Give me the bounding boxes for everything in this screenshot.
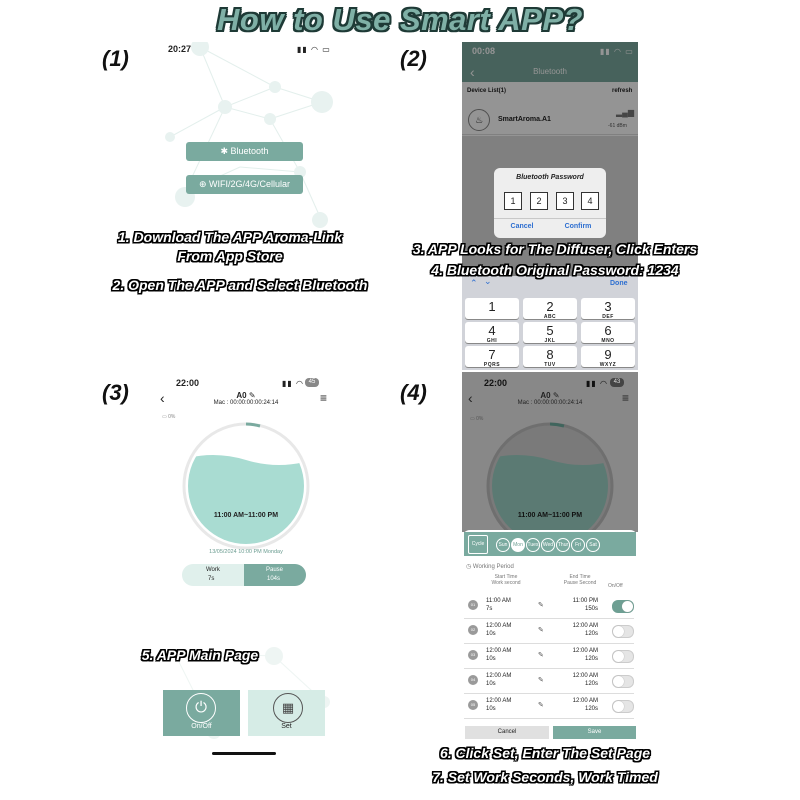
header-start xyxy=(486,574,526,586)
set-panel xyxy=(462,530,638,744)
device-mac: Mac : 00:00:00:00:24:14 xyxy=(517,400,583,406)
cycle-bar xyxy=(464,532,636,556)
status-icons: ▮▮ ◠ xyxy=(586,379,609,388)
day-toggle-tues[interactable]: Tues xyxy=(526,538,540,552)
schedule-range: 11:00 AM~11:00 PM xyxy=(213,512,279,519)
device-name: SmartAroma.A1 xyxy=(498,116,551,123)
row-number-badge: 03 xyxy=(468,650,478,660)
device-mac: Mac : 00:00:00:00:24:14 xyxy=(213,400,279,406)
status-icons: ▮▮ ◠ xyxy=(282,379,305,388)
pin-digit-2[interactable]: 2 xyxy=(530,192,548,210)
set-label: Set xyxy=(281,723,292,730)
keypad-digit: 2 xyxy=(546,299,554,314)
keypad-digit: 3 xyxy=(604,299,612,314)
keypad-letters: TUV xyxy=(544,362,556,368)
dialog-cancel-button[interactable]: Cancel xyxy=(510,223,534,230)
caption-1a: 1. Download The APP Aroma-Link xyxy=(117,229,343,245)
battery-icon: ▭ xyxy=(162,414,167,420)
keypad-key[interactable] xyxy=(523,322,577,343)
row-work-second[interactable]: 10s xyxy=(486,681,496,687)
schedule-row[interactable] xyxy=(464,669,634,694)
battery-icon: ▭ xyxy=(470,416,475,422)
pin-digit-4[interactable]: 4 xyxy=(581,192,599,210)
edit-name-icon[interactable]: ✎ xyxy=(552,391,560,400)
bluetooth-icon: ✱ xyxy=(220,146,228,156)
schedule-row[interactable] xyxy=(464,619,634,644)
working-period-title xyxy=(466,563,514,570)
numeric-keyboard xyxy=(462,276,638,370)
row-number-badge: 05 xyxy=(468,700,478,710)
battery-level xyxy=(470,416,483,422)
header-onoff: On/Off xyxy=(608,583,623,589)
edit-name-icon[interactable]: ✎ xyxy=(248,391,256,400)
keypad-letters: DEF xyxy=(602,314,614,320)
screen4-phone xyxy=(462,372,638,744)
page-title: How to Use Smart APP? xyxy=(217,2,583,37)
battery-percent: 0% xyxy=(168,414,176,420)
row-work-second[interactable]: 7s xyxy=(486,606,493,612)
back-icon[interactable]: ‹ xyxy=(468,390,473,406)
row-pause-second[interactable]: 150s xyxy=(584,606,598,612)
wifi-cellular-button[interactable] xyxy=(186,175,303,194)
row-end-time[interactable]: 12:00 AM xyxy=(572,623,598,629)
keypad-key[interactable] xyxy=(581,322,635,343)
menu-icon[interactable]: ≡ xyxy=(320,391,328,405)
prev-field-icon[interactable]: ⌃ xyxy=(470,278,478,288)
keypad-key[interactable] xyxy=(523,346,577,367)
row-start-time[interactable]: 12:00 AM xyxy=(486,623,512,629)
header-work-second: Work second xyxy=(491,580,521,586)
status-time: 22:00 xyxy=(484,378,508,388)
row-work-second[interactable]: 10s xyxy=(486,656,496,662)
save-button[interactable]: Save xyxy=(553,726,636,739)
dialog-divider xyxy=(494,218,606,219)
cycle-button[interactable]: Cycle xyxy=(468,535,488,554)
set-grid-icon: ▦ xyxy=(273,693,303,723)
keypad-letters: MNO xyxy=(601,338,615,344)
work-label: Work xyxy=(206,567,220,573)
caption-1b: From App Store xyxy=(177,248,283,264)
toggle-knob xyxy=(613,676,624,687)
day-toggle-wed[interactable]: Wed xyxy=(541,538,555,552)
keypad-letters: JKL xyxy=(544,338,556,344)
device-title xyxy=(462,391,638,400)
schedule-row[interactable] xyxy=(464,594,634,619)
battery-percent: 0% xyxy=(476,416,484,422)
screen2-phone xyxy=(462,42,638,370)
toggle-knob xyxy=(613,701,624,712)
row-end-time[interactable]: 12:00 AM xyxy=(572,673,598,679)
device-list-label: Device List(1) xyxy=(467,88,507,94)
keypad-letters: ABC xyxy=(543,314,557,320)
device-name: A0 xyxy=(236,391,247,400)
current-datetime: 13/05/2024 10:00 PM Monday xyxy=(209,549,283,555)
keypad-letters: GHI xyxy=(486,338,498,344)
screen1-phone xyxy=(160,42,340,232)
row-start-time[interactable]: 12:00 AM xyxy=(486,648,512,654)
step-number-2: (2) xyxy=(400,46,427,71)
caption-step-7: 7. Set Work Seconds, Work Timed xyxy=(432,769,658,785)
menu-icon[interactable]: ≡ xyxy=(622,391,630,405)
battery-badge: 45 xyxy=(305,378,319,387)
keypad-digit: 1 xyxy=(488,299,496,314)
caption-step-1 xyxy=(80,228,380,266)
pause-label: Pause xyxy=(266,567,284,573)
next-field-icon[interactable]: ⌄ xyxy=(484,276,492,286)
wifi-cellular-label: WIFI/2G/4G/Cellular xyxy=(209,179,291,189)
row-work-second[interactable]: 10s xyxy=(486,706,496,712)
onoff-button[interactable] xyxy=(163,690,240,736)
row-end-time[interactable]: 11:00 PM xyxy=(572,598,598,604)
clock-icon: ◷ xyxy=(466,564,472,570)
row-number-badge: 02 xyxy=(468,625,478,635)
status-time: 22:00 xyxy=(176,378,200,388)
oil-level-gauge xyxy=(180,420,312,552)
set-button[interactable] xyxy=(248,690,325,736)
cancel-button[interactable]: Cancel xyxy=(465,726,549,739)
row-pause-second[interactable]: 120s xyxy=(584,631,598,637)
keypad-key[interactable] xyxy=(465,346,519,367)
step-number-4: (4) xyxy=(400,380,427,405)
row-onoff-toggle[interactable] xyxy=(612,625,634,638)
keypad-key[interactable] xyxy=(465,298,519,319)
row-pause-second[interactable]: 120s xyxy=(584,656,598,662)
home-indicator xyxy=(212,752,276,755)
bluetooth-label: Bluetooth xyxy=(230,146,269,156)
keypad-digit: 8 xyxy=(546,347,554,362)
edit-row-icon[interactable]: ✎ xyxy=(538,602,544,609)
pin-digit-1[interactable]: 1 xyxy=(504,192,522,210)
device-title xyxy=(154,391,338,400)
oil-level-fill xyxy=(180,455,312,552)
device-rssi: -61 dBm xyxy=(608,123,627,129)
edit-row-icon[interactable]: ✎ xyxy=(538,677,544,684)
keypad-letters: PQRS xyxy=(483,362,501,368)
password-dialog xyxy=(494,168,606,238)
dialog-confirm-button[interactable]: Confirm xyxy=(564,223,592,230)
nav-title: Bluetooth xyxy=(533,67,567,76)
status-icons: ▮▮ ◠ ▭ xyxy=(297,45,331,54)
toggle-knob xyxy=(613,626,624,637)
day-toggle-fri[interactable]: Fri xyxy=(571,538,585,552)
keypad-digit: 7 xyxy=(488,347,496,362)
dialog-title: Bluetooth Password xyxy=(516,174,584,181)
caption-step-6: 6. Click Set, Enter The Set Page xyxy=(439,745,651,761)
pause-value: 104s xyxy=(267,576,281,582)
step-number-1: (1) xyxy=(102,46,129,71)
caption-step-2: 2. Open The APP and Select Bluetooth xyxy=(112,277,368,293)
day-toggle-sat[interactable]: Sat xyxy=(586,538,600,552)
header-pause-second: Pause Second xyxy=(563,580,597,586)
working-period-label: Working Period xyxy=(472,564,514,570)
pause-display xyxy=(244,564,306,586)
row-number-badge: 01 xyxy=(468,600,478,610)
header-end-time: End Time xyxy=(569,574,591,580)
screen3-phone xyxy=(154,372,338,762)
edit-row-icon[interactable]: ✎ xyxy=(538,627,544,634)
row-number-badge: 04 xyxy=(468,675,478,685)
row-onoff-toggle[interactable] xyxy=(612,700,634,713)
header-start-time: Start Time xyxy=(494,574,518,580)
toggle-knob xyxy=(613,651,624,662)
power-icon: ⏻ xyxy=(186,693,216,723)
pin-digit-3[interactable]: 3 xyxy=(556,192,574,210)
row-pause-second[interactable]: 120s xyxy=(584,681,598,687)
schedule-range: 11:00 AM~11:00 PM xyxy=(517,512,583,519)
day-toggle-thur[interactable]: Thur xyxy=(556,538,570,552)
device-name: A0 xyxy=(540,391,551,400)
status-time: 00:08 xyxy=(472,46,496,56)
schedule-row[interactable] xyxy=(464,694,634,719)
status-icons: ▮▮ ◠ ▭ xyxy=(600,47,634,56)
back-icon[interactable]: ‹ xyxy=(470,64,475,80)
work-value: 7s xyxy=(208,576,215,582)
row-pause-second[interactable]: 120s xyxy=(584,706,598,712)
signal-icon: ▂▄▆ xyxy=(616,108,634,117)
row-onoff-toggle[interactable] xyxy=(612,650,634,663)
keypad-letters: WXYZ xyxy=(599,362,617,368)
caption-step-4: 4. Bluetooth Original Password: 1234 xyxy=(431,262,679,278)
row-onoff-toggle[interactable] xyxy=(612,600,634,613)
bluetooth-button[interactable] xyxy=(186,142,303,161)
keypad-key[interactable] xyxy=(581,346,635,367)
row-start-time[interactable]: 11:00 AM xyxy=(486,598,511,604)
edit-row-icon[interactable]: ✎ xyxy=(538,702,544,709)
refresh-link[interactable]: refresh xyxy=(612,88,633,94)
keypad-digit: 9 xyxy=(604,347,612,362)
keyboard-done-button[interactable]: Done xyxy=(610,280,628,287)
battery-badge: 43 xyxy=(610,378,624,387)
step-number-3: (3) xyxy=(102,380,129,405)
back-icon[interactable]: ‹ xyxy=(160,390,165,406)
caption-step-3: 3. APP Looks for The Diffuser, Click Enters xyxy=(412,241,698,257)
row-work-second[interactable]: 10s xyxy=(486,631,496,637)
caption-step-5: 5. APP Main Page xyxy=(141,647,259,663)
day-toggle-mon[interactable]: Mon xyxy=(511,538,525,552)
header-end xyxy=(558,574,602,586)
keypad-digit: 5 xyxy=(546,323,554,338)
row-start-time[interactable]: 12:00 AM xyxy=(486,698,512,704)
keypad-digit: 4 xyxy=(488,323,496,338)
keypad-key[interactable] xyxy=(581,298,635,319)
toggle-knob xyxy=(622,601,633,612)
keypad-key[interactable] xyxy=(465,322,519,343)
device-icon: ♨ xyxy=(468,109,490,131)
keypad-key[interactable] xyxy=(523,298,577,319)
network-background xyxy=(160,42,340,232)
row-end-time[interactable]: 12:00 AM xyxy=(572,648,598,654)
status-time: 20:27 xyxy=(168,44,192,54)
row-end-time[interactable]: 12:00 AM xyxy=(572,698,598,704)
day-toggle-sun[interactable]: Sun xyxy=(496,538,510,552)
row-start-time[interactable]: 12:00 AM xyxy=(486,673,512,679)
edit-row-icon[interactable]: ✎ xyxy=(538,652,544,659)
dimmed-main-page xyxy=(462,372,638,532)
keypad-digit: 6 xyxy=(604,323,612,338)
onoff-label: On/Off xyxy=(191,723,212,730)
schedule-row[interactable] xyxy=(464,644,634,669)
work-display xyxy=(182,564,244,586)
row-onoff-toggle[interactable] xyxy=(612,675,634,688)
battery-level xyxy=(162,414,175,420)
globe-icon: ⊕ xyxy=(198,179,207,189)
